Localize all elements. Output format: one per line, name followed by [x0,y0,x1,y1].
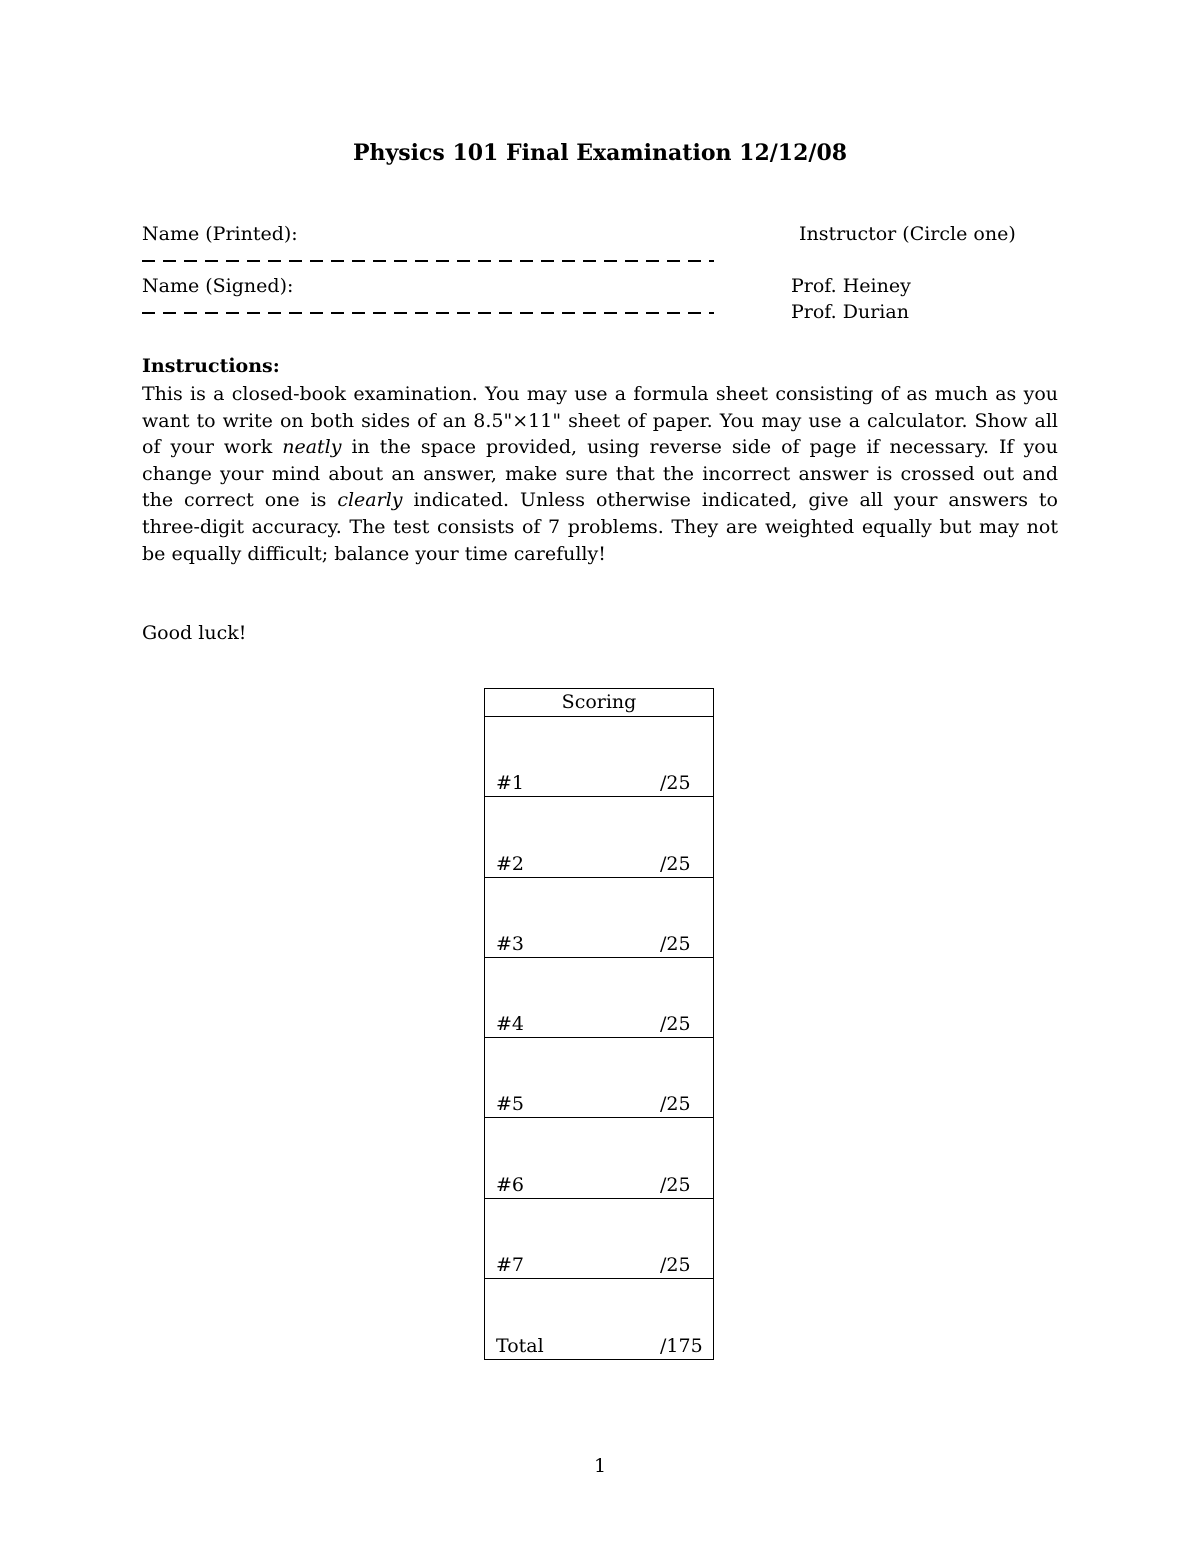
score-row-label: #2 [496,852,525,875]
instructor-option-durian[interactable]: Prof. Durian [791,301,909,323]
scoring-header: Scoring [485,689,713,717]
score-row-total[interactable] [485,1279,713,1359]
good-luck-text: Good luck! [142,622,247,644]
name-printed-line[interactable] [142,260,714,262]
score-row-label: #5 [496,1093,525,1116]
instructions-emph-clearly: clearly [337,489,403,512]
instructions-text-2: in the space provided, using reverse side of page if necessary. If you change your mind about an answer, make sure that the incorrect answer is crossed out and the correct one is [142,436,1058,512]
score-row[interactable] [485,1199,713,1279]
score-row-points: /25 [660,1093,691,1116]
score-row[interactable] [485,878,713,958]
page-title: Physics 101 Final Examination 12/12/08 [352,140,848,166]
score-row-label: #3 [496,932,525,955]
instructions-text-3: indicated. Unless otherwise indicated, give all your answers to three-digit accuracy. The test consists of 7 problems. They are weighted equally but may not be equally difficult; balance your time carefully! [142,489,1058,565]
instructor-label: Instructor (Circle one) [799,223,1016,245]
name-signed-line[interactable] [142,312,714,314]
score-row-points: /25 [660,1013,691,1036]
score-row-points: /25 [660,1173,691,1196]
score-row-label: Total [496,1335,544,1358]
score-row-points: /25 [660,772,691,795]
name-printed-label: Name (Printed): [142,223,298,245]
score-row-label: #7 [496,1254,525,1277]
instructor-option-heiney[interactable]: Prof. Heiney [791,275,911,297]
instructions-heading: Instructions: [142,355,280,377]
score-row[interactable] [485,1038,713,1118]
score-row-label: #6 [496,1173,525,1196]
instructions-emph-neatly: neatly [282,436,342,459]
page-number: 1 [593,1455,607,1477]
score-row-points: /25 [660,852,691,875]
score-row[interactable] [485,1118,713,1198]
score-row-label: #1 [496,772,525,795]
score-row-label: #4 [496,1013,525,1036]
score-row-points: /25 [660,932,691,955]
score-row-points: /25 [660,1254,691,1277]
scoring-table [484,688,714,1360]
score-row[interactable] [485,958,713,1038]
score-row[interactable] [485,717,713,797]
score-row-points: /175 [660,1335,703,1358]
score-row[interactable] [485,797,713,877]
instructions-text-1: This is a closed-book examination. You may use a formula sheet consisting of as much as you want to write on both sides of an 8.5"×11" sheet of paper. You may use a calculator. Show all of your work [142,383,1058,459]
name-signed-label: Name (Signed): [142,275,294,297]
instructions-body [142,381,1058,567]
